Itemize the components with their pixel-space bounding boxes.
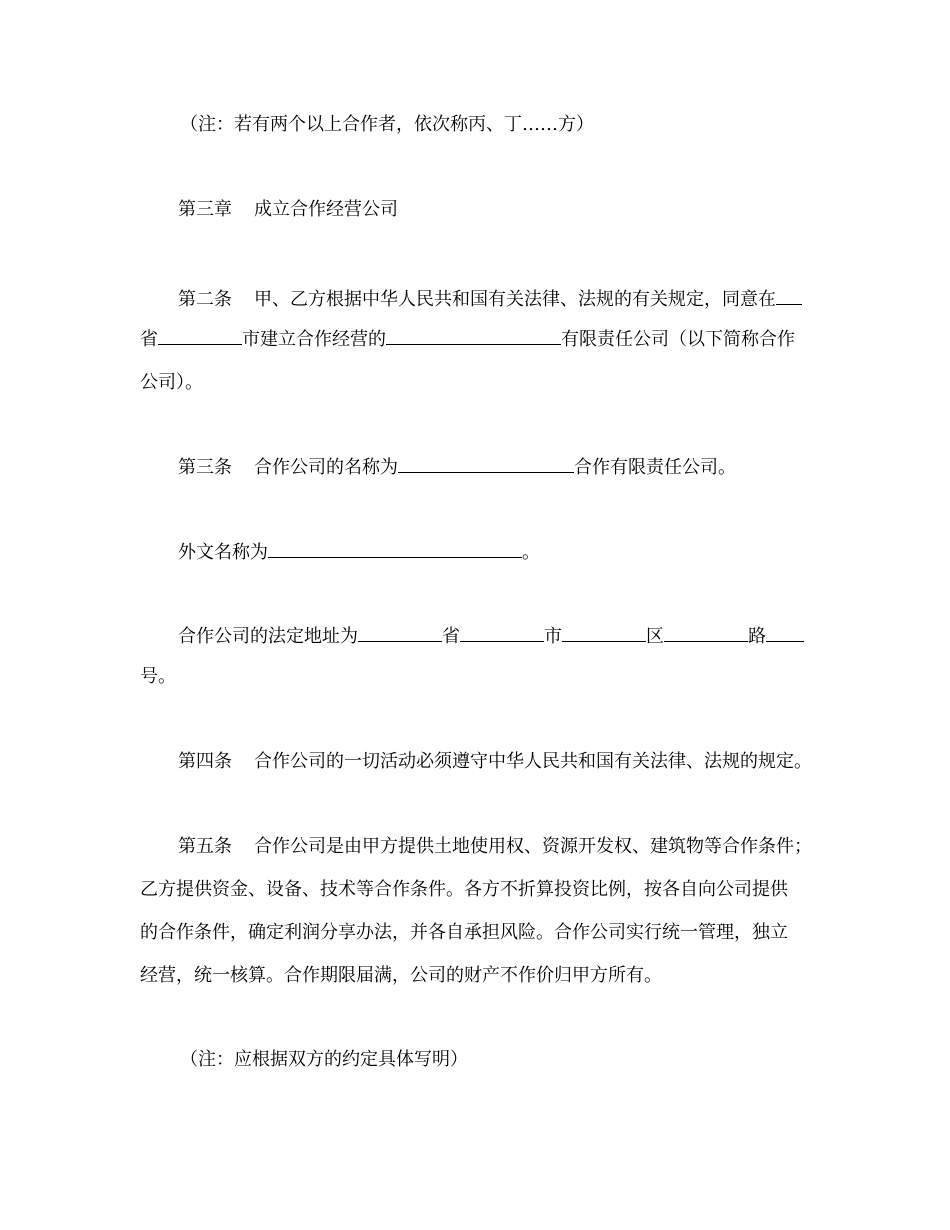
chapter-number: 第三章 [178,199,232,220]
note-multiple-partners: （注：若有两个以上合作者，依次称丙、丁……方） [180,114,594,135]
article-5-number: 第五条 [178,836,232,857]
article-3-line [178,452,736,481]
article-5-line-1 [178,834,812,860]
article-4-line [178,749,812,775]
chapter-title: 成立合作经营公司 [254,199,398,220]
address-district: 区 [646,626,664,647]
blank-field [268,537,522,558]
article-2-text-4: 有限责任公司（以下简称合作 [561,329,795,350]
article-2-line-1 [178,284,802,313]
address-line-1 [178,621,804,650]
article-2-number: 第二条 [178,289,232,310]
chapter-3-heading [178,197,398,223]
article-5-text-1: 合作公司是由甲方提供土地使用权、资源开发权、建筑物等合作条件； [254,836,812,857]
article-5-line-2: 乙方提供资金、设备、技术等合作条件。各方不折算投资比例，按各自向公司提供 [140,879,788,900]
article-2-text-2: 省 [140,329,158,350]
blank-field [358,621,442,642]
address-label: 合作公司的法定地址为 [178,626,358,647]
address-province: 省 [442,626,460,647]
blank-field [562,621,646,642]
article-5-line-4: 经营，统一核算。合作期限届满，公司的财产不作价归甲方所有。 [140,965,662,986]
article-4-number: 第四条 [178,751,232,772]
foreign-name-line [178,537,540,566]
article-3-number: 第三条 [178,457,232,478]
blank-field [158,324,242,345]
article-5-line-3: 的合作条件，确定利润分享办法，并各自承担风险。合作公司实行统一管理，独立 [140,922,788,943]
address-road: 路 [748,626,766,647]
address-line-2: 号。 [140,666,176,687]
article-2-line-3: 公司）。 [140,372,203,393]
blank-field [766,621,804,642]
note-specify-agreement: （注：应根据双方的约定具体写明） [180,1049,468,1070]
article-2-text-1: 甲、乙方根据中华人民共和国有关法律、法规的有关规定，同意在 [254,289,776,310]
article-2-text-3: 市建立合作经营的 [242,329,386,350]
blank-field [386,324,561,345]
blank-field [664,621,748,642]
foreign-name-label: 外文名称为 [178,542,268,563]
article-3-text-2: 合作有限责任公司。 [574,457,736,478]
blank-field [398,452,574,473]
address-city: 市 [544,626,562,647]
article-2-line-2 [140,324,795,353]
article-4-text: 合作公司的一切活动必须遵守中华人民共和国有关法律、法规的规定。 [254,751,812,772]
blank-field [776,284,802,305]
foreign-name-end: 。 [522,542,540,563]
article-3-text-1: 合作公司的名称为 [254,457,398,478]
blank-field [460,621,544,642]
